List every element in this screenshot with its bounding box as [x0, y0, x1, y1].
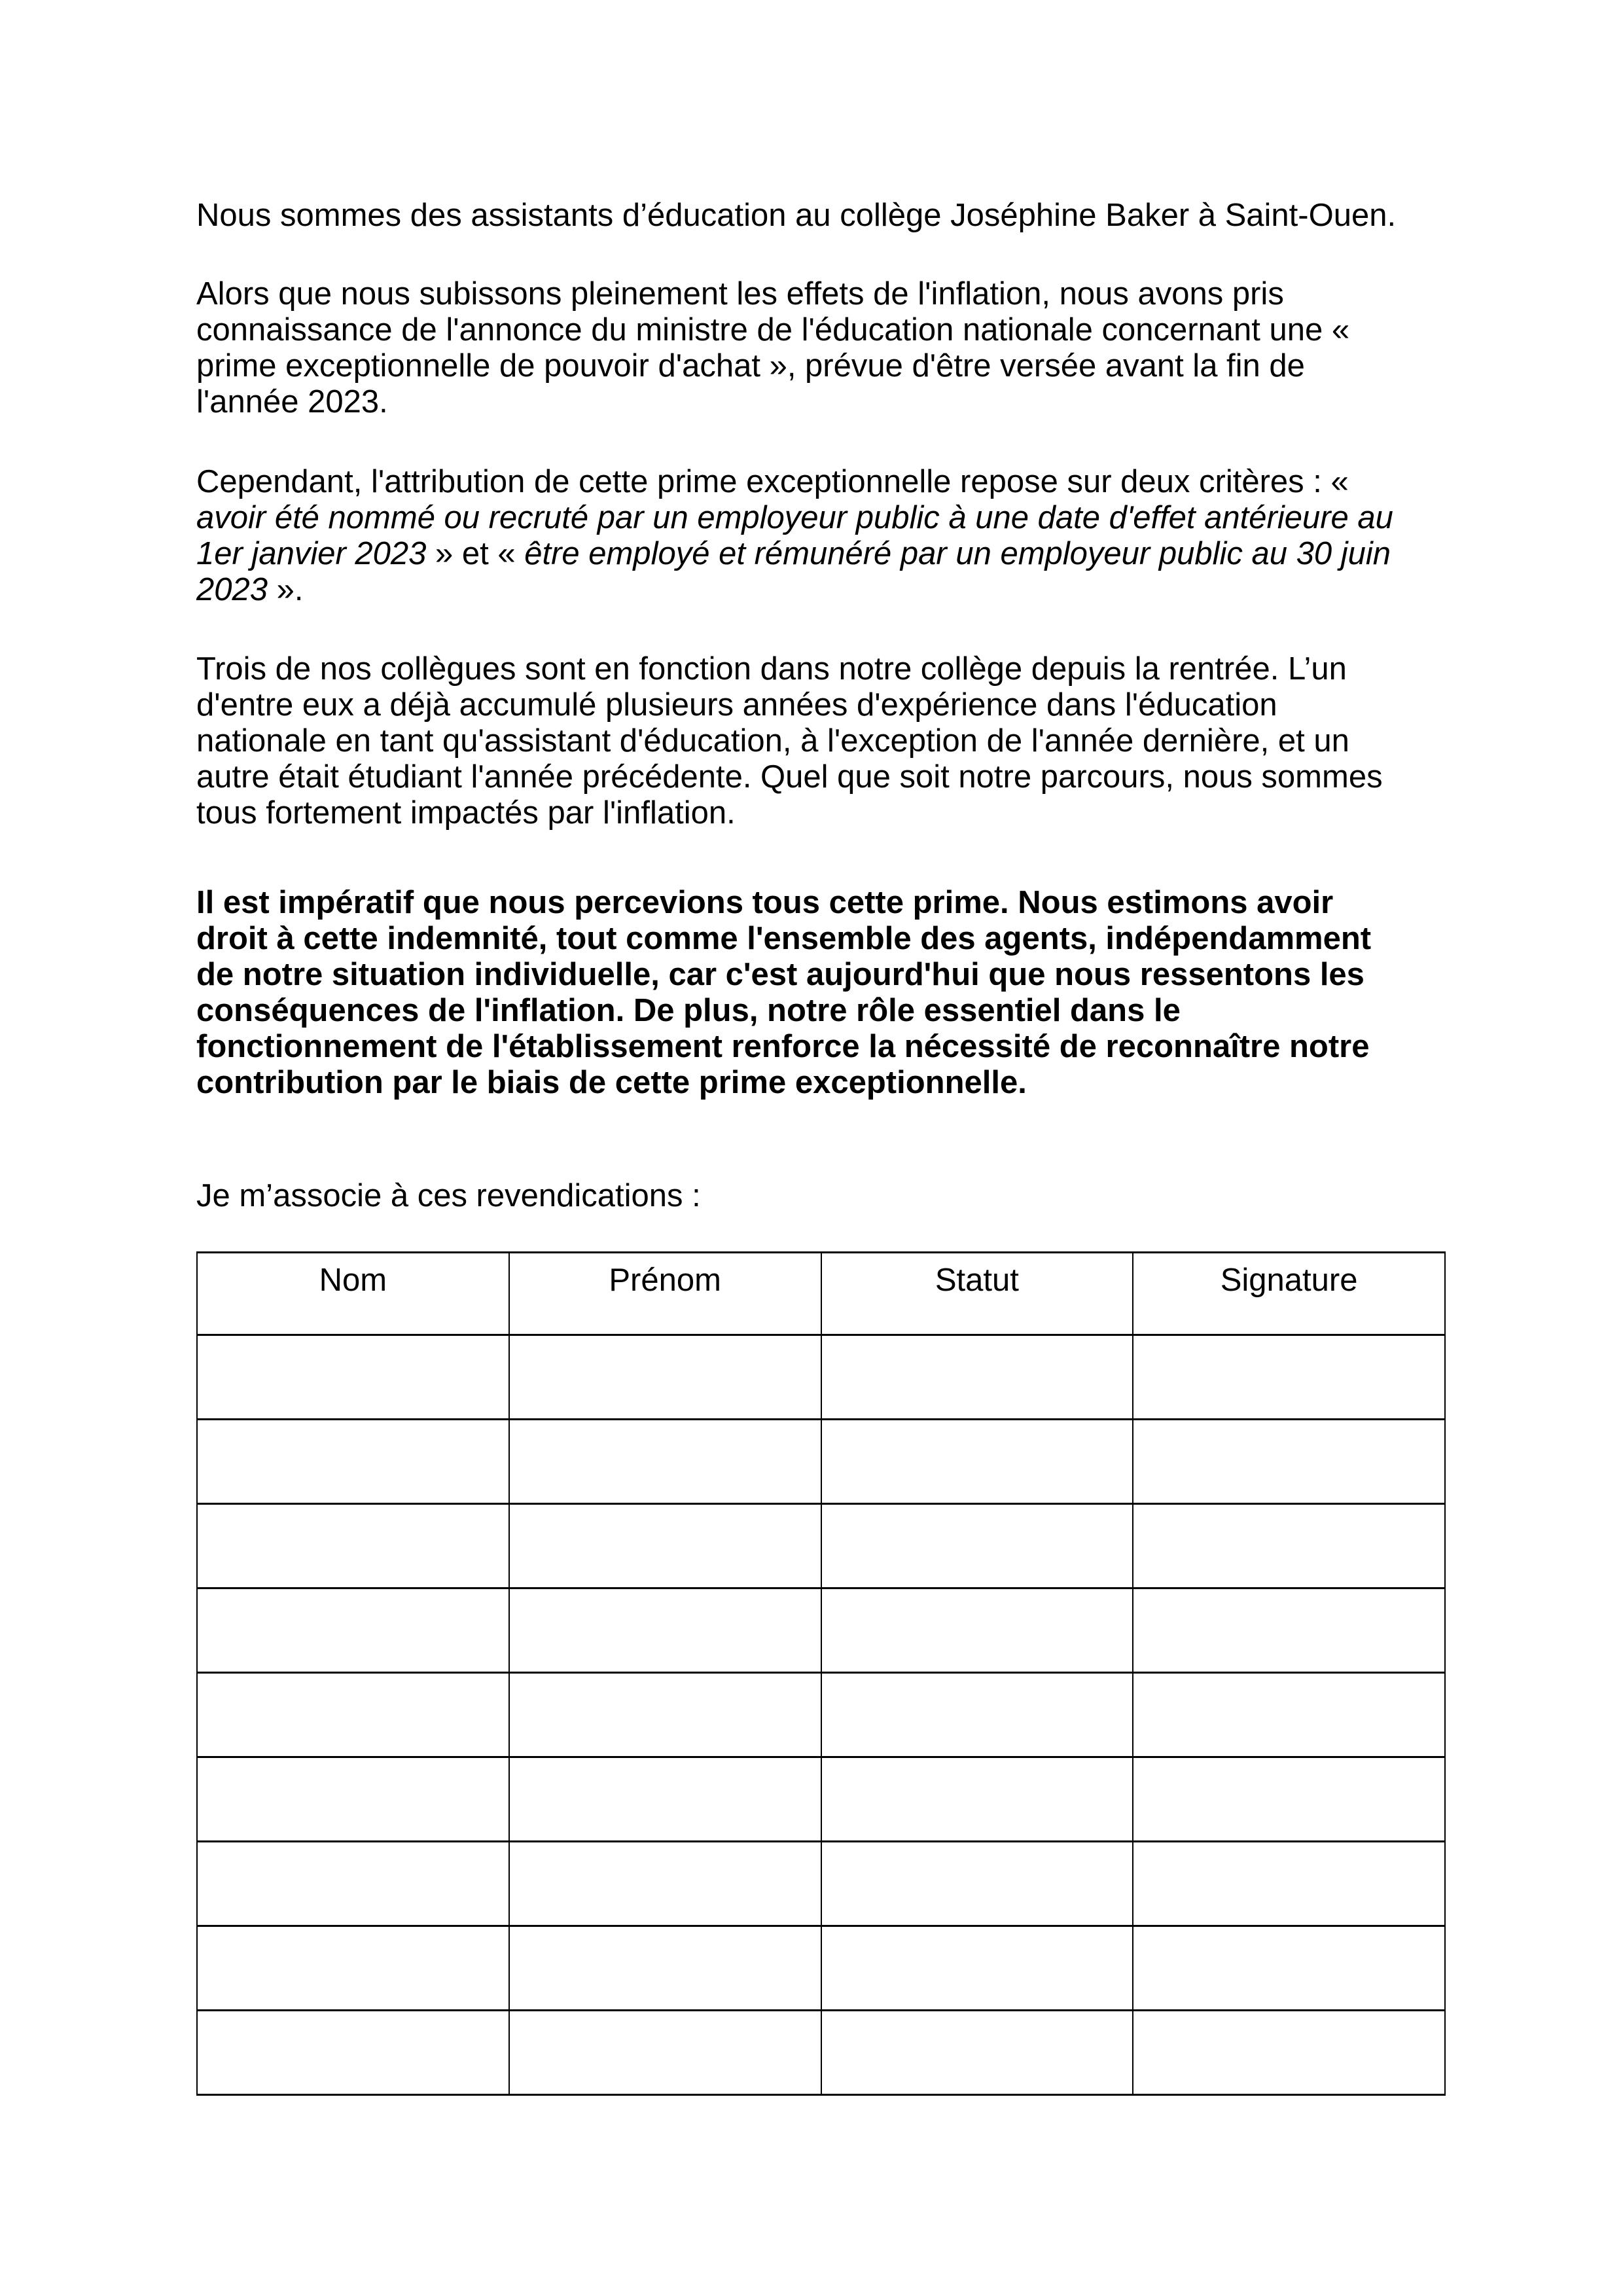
paragraph-criteria: [196, 464, 1446, 608]
context-line: Alors que nous subissons pleinement les effets de l'inflation, nous avons pris: [196, 276, 1284, 312]
signature-cell-empty: [821, 1926, 1133, 2011]
signature-cell-empty: [821, 1588, 1133, 1673]
paragraph-context: [196, 276, 1446, 420]
column-header-signature: Signature: [1133, 1253, 1445, 1335]
signature-cell-empty: [197, 1420, 509, 1504]
signature-row: [197, 1926, 1445, 2011]
demand-line: conséquences de l'inflation. De plus, notre rôle essentiel dans le: [196, 993, 1181, 1028]
signature-row: [197, 1673, 1445, 1757]
signature-cell-empty: [821, 1673, 1133, 1757]
context-line: prime exceptionnelle de pouvoir d'achat », prévue d'être versée avant la fin de: [196, 348, 1305, 384]
signature-cell-empty: [1133, 1757, 1445, 1842]
colleagues-line: Trois de nos collègues sont en fonction dans notre collège depuis la rentrée. L’un: [196, 651, 1347, 687]
signature-cell-empty: [821, 2011, 1133, 2095]
signature-row: [197, 1842, 1445, 1926]
signature-cell-empty: [197, 1842, 509, 1926]
demand-line: fonctionnement de l'établissement renforce la nécessité de reconnaître notre: [196, 1029, 1370, 1064]
signature-row: [197, 1588, 1445, 1673]
signature-table: [196, 1251, 1446, 2096]
signature-row: [197, 2011, 1445, 2095]
signature-cell-empty: [197, 1504, 509, 1588]
signature-cell-empty: [197, 1926, 509, 2011]
column-header-nom: Nom: [197, 1253, 509, 1335]
signature-cell-empty: [1133, 1504, 1445, 1588]
signature-cell-empty: [197, 1588, 509, 1673]
criteria-quote-italic: 2023: [196, 572, 268, 607]
colleagues-line: nationale en tant qu'assistant d'éducation, à l'exception de l'année dernière, et un: [196, 723, 1349, 759]
signature-cell-empty: [821, 1420, 1133, 1504]
paragraph-colleagues: [196, 651, 1446, 831]
signature-cell-empty: [509, 1504, 821, 1588]
signature-cell-empty: [509, 1926, 821, 2011]
signature-cell-empty: [821, 1757, 1133, 1842]
signature-cell-empty: [1133, 1420, 1445, 1504]
signature-cell-empty: [1133, 1588, 1445, 1673]
signature-cell-empty: [509, 1842, 821, 1926]
signature-cell-empty: [1133, 1926, 1445, 2011]
signature-cell-empty: [509, 1588, 821, 1673]
signature-cell-empty: [1133, 1673, 1445, 1757]
signature-cell-empty: [197, 2011, 509, 2095]
criteria-regular-text: » et «: [426, 536, 525, 571]
signature-cell-empty: [509, 1757, 821, 1842]
criteria-quote-italic: être employé et rémunéré par un employeur public au 30 juin: [524, 536, 1391, 571]
signature-cell-empty: [821, 1504, 1133, 1588]
signature-cell-empty: [1133, 1335, 1445, 1420]
signature-row: [197, 1504, 1445, 1588]
signature-cell-empty: [1133, 1842, 1445, 1926]
signature-cell-empty: [509, 2011, 821, 2095]
criteria-regular-text: ».: [268, 572, 304, 607]
intro-line: Nous sommes des assistants d’éducation au collège Joséphine Baker à Saint-Ouen.: [196, 198, 1397, 233]
signature-table-body: [197, 1335, 1445, 2095]
colleagues-line: d'entre eux a déjà accumulé plusieurs années d'expérience dans l'éducation: [196, 687, 1277, 723]
signature-cell-empty: [821, 1335, 1133, 1420]
signature-cell-empty: [509, 1335, 821, 1420]
criteria-quote-italic: avoir été nommé ou recruté par un employeur public à une date d'effet antérieure au: [196, 500, 1393, 535]
signature-cell-empty: [197, 1757, 509, 1842]
criteria-quote-italic: 1er janvier 2023: [196, 536, 427, 571]
demand-line: contribution par le biais de cette prime exceptionnelle.: [196, 1065, 1027, 1100]
signature-cell-empty: [509, 1673, 821, 1757]
signature-row: [197, 1335, 1445, 1420]
paragraph-demand-bold: [196, 885, 1446, 1101]
context-line: l'année 2023.: [196, 384, 388, 420]
demand-line: Il est impératif que nous percevions tous cette prime. Nous estimons avoir: [196, 885, 1334, 920]
colleagues-line: autre était étudiant l'année précédente. Quel que soit notre parcours, nous sommes: [196, 759, 1383, 795]
paragraph-call-to-sign: [196, 1178, 1446, 1214]
signature-table-header: [197, 1253, 1445, 1335]
signature-cell-empty: [821, 1842, 1133, 1926]
signature-cell-empty: [197, 1335, 509, 1420]
demand-line: de notre situation individuelle, car c'est aujourd'hui que nous ressentons les: [196, 957, 1364, 992]
context-line: connaissance de l'annonce du ministre de l'éducation nationale concernant une «: [196, 312, 1350, 348]
signature-cell-empty: [509, 1420, 821, 1504]
document-content: [196, 0, 1446, 2096]
column-header-prenom: Prénom: [509, 1253, 821, 1335]
paragraph-intro: [196, 198, 1446, 234]
criteria-regular-text: Cependant, l'attribution de cette prime exceptionnelle repose sur deux critères : «: [196, 464, 1349, 499]
column-header-statut: Statut: [821, 1253, 1133, 1335]
colleagues-line: tous fortement impactés par l'inflation.: [196, 795, 736, 831]
signature-row: [197, 1420, 1445, 1504]
call-to-sign-text: Je m’associe à ces revendications :: [196, 1178, 701, 1213]
signature-cell-empty: [197, 1673, 509, 1757]
signature-table-header-row: [197, 1253, 1445, 1335]
signature-cell-empty: [1133, 2011, 1445, 2095]
signature-row: [197, 1757, 1445, 1842]
demand-line: droit à cette indemnité, tout comme l'ensemble des agents, indépendamment: [196, 921, 1372, 956]
